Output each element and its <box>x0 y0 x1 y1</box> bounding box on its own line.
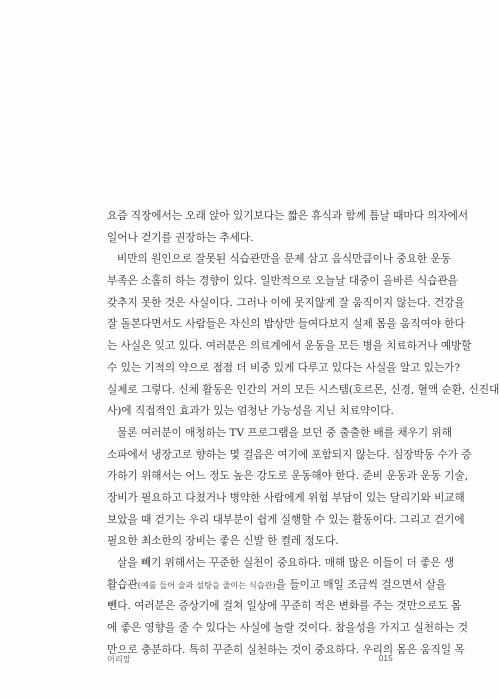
running-footer-title: 머리말 <box>107 655 132 664</box>
paragraph-1 <box>107 206 469 249</box>
text-line: 잘 돌본다면서도 사람들은 자신의 밥상만 들여다보지 실제 몸을 움직여야 한다 <box>107 318 465 331</box>
text-line: 보았을 때 걷기는 우리 대부분이 쉽게 실행할 수 있는 활동이다. 그리고 걷기에 <box>107 513 465 526</box>
paragraph-3 <box>107 423 472 553</box>
text-line: 활습관(예를 들어 술과 설탕을 줄이는 식습관)을 들이고 매일 조금씩 걸으면서 살을 <box>107 578 447 591</box>
text-line: 필요한 최소한의 장비는 좋은 신발 한 켤레 정도다. <box>107 535 339 548</box>
body-text <box>107 206 500 661</box>
text-line: 장비가 필요하고 다쳤거나 병약한 사람에게 위험 부담이 있는 달리기와 비교해 <box>107 491 465 504</box>
text-line: 는 사실은 잊고 있다. 여러분은 의료계에서 운동을 모든 병을 치료하거나 예방할 <box>107 340 472 353</box>
text-line: 사)에 직접적인 효과가 있는 엄청난 가능성을 지닌 치료약이다. <box>107 405 394 418</box>
text-line: 실제로 그렇다. 신체 활동은 인간의 거의 모든 시스템(호르몬, 신경, 혈액 순환, 신진대 <box>107 383 500 396</box>
text-line: 비만의 원인으로 잘못된 식습관만을 문제 삼고 음식만큼이나 중요한 운동 <box>117 253 451 266</box>
text-line: 에 좋은 영향을 줄 수 있다는 사실에 놀랄 것이다. 참을성을 가지고 실천하는 것 <box>107 622 469 635</box>
text-line: 살을 빼기 위해서는 꾸준한 실천이 중요하다. 매해 많은 이들이 더 좋은 생 <box>117 557 455 569</box>
text-line: 일어나 걷기를 권장하는 추세다. <box>107 231 254 244</box>
text-line: 뺀다. 여러분은 증상기에 걸쳐 일상에 꾸준히 적은 변화를 주는 것만으로도 몸 <box>107 600 462 613</box>
text-line: 부족은 소홀히 하는 경향이 있다. 일반적으로 오늘날 대중이 올바른 식습관을 <box>107 275 458 288</box>
text-line: 가하기 위해서는 어느 정도 높은 강도로 운동해야 한다. 준비 운동과 운동 기술, <box>107 470 469 483</box>
text-line: 요즘 직장에서는 오래 앉아 있기보다는 짧은 휴식과 함께 틈날 때마다 의자에서 <box>107 210 469 222</box>
text-line: 소파에서 냉장고로 향하는 몇 걸음은 여기에 포함되지 않는다. 심장박동 수가 증 <box>107 448 472 461</box>
text-line: 수 있는 기적의 약으로 점점 더 비중 있게 다루고 있다는 사실을 알고 있는가? <box>107 361 461 374</box>
paragraph-4 <box>107 553 469 661</box>
text-line: 물론 여러분이 애청하는 TV 프로그램을 보던 중 출출한 배를 채우기 위해 <box>117 426 452 439</box>
text-line: 만으로 충분하다. 특히 꾸준히 실천하는 것이 중요하다. 우리의 몸은 움직일 목 <box>107 643 465 656</box>
page-number: 015 <box>378 654 393 663</box>
text-line: 갖추지 못한 것은 사실이다. 그러나 이에 못지않게 잘 움직이지 않는다. 건강을 <box>107 296 465 309</box>
paragraph-2 <box>107 249 500 423</box>
